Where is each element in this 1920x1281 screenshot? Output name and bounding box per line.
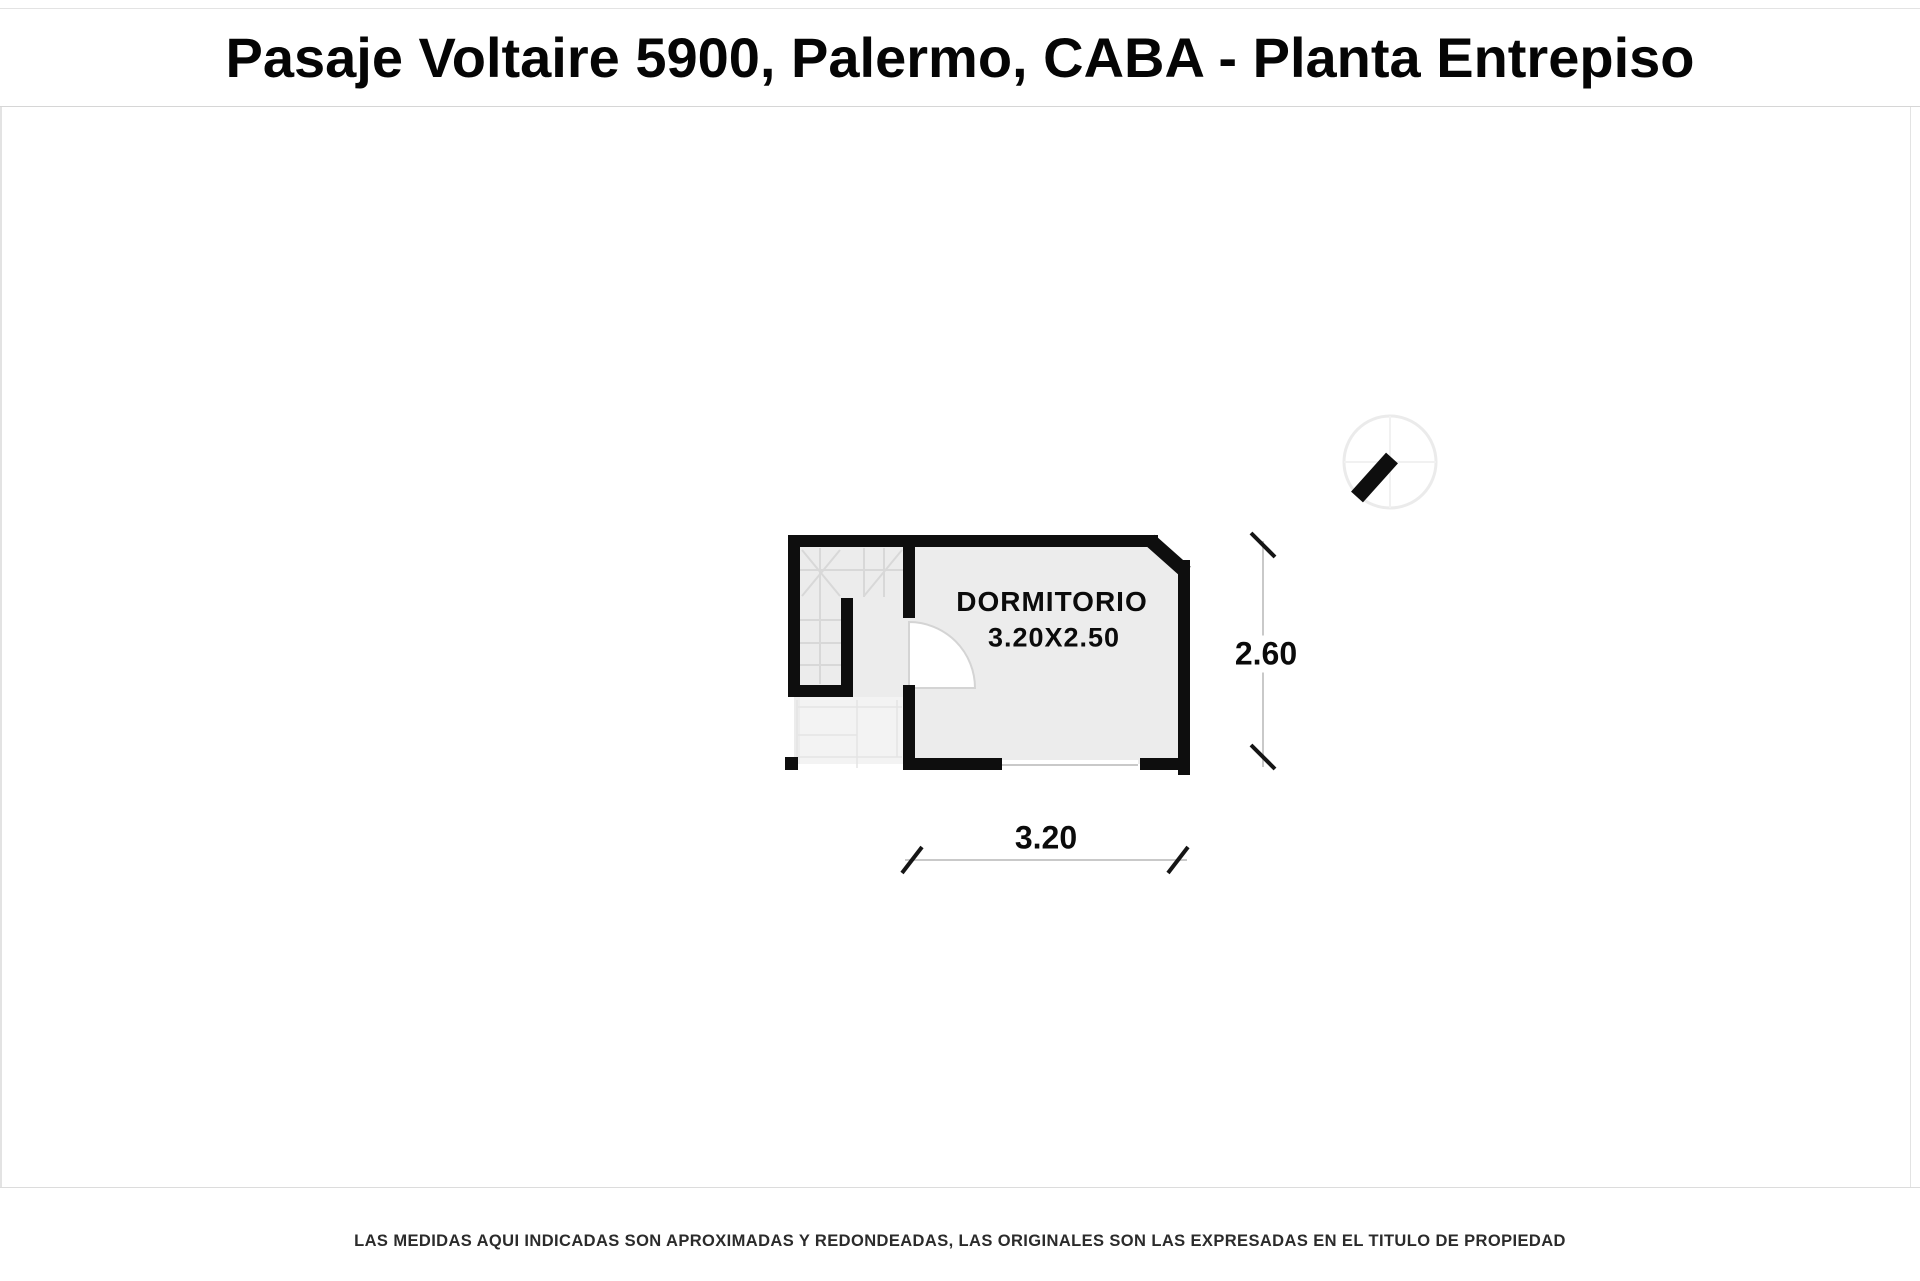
footer [0, 1187, 1920, 1281]
compass-icon [1344, 416, 1436, 508]
room-size-label: 3.20X2.50 [987, 622, 1121, 653]
dimension-height-label: 2.60 [1227, 636, 1305, 673]
disclaimer-text: LAS MEDIDAS AQUI INDICADAS SON APROXIMADAS Y REDONDEADAS, LAS ORIGINALES SON LAS EXPRESADAS EN EL TITULO DE PROPIEDAD [354, 1232, 1566, 1250]
room-label: DORMITORIO [956, 586, 1148, 617]
dimension-width-label: 3.20 [1007, 820, 1085, 857]
page-title: Pasaje Voltaire 5900, Palermo, CABA - Planta Entrepiso [225, 26, 1695, 89]
